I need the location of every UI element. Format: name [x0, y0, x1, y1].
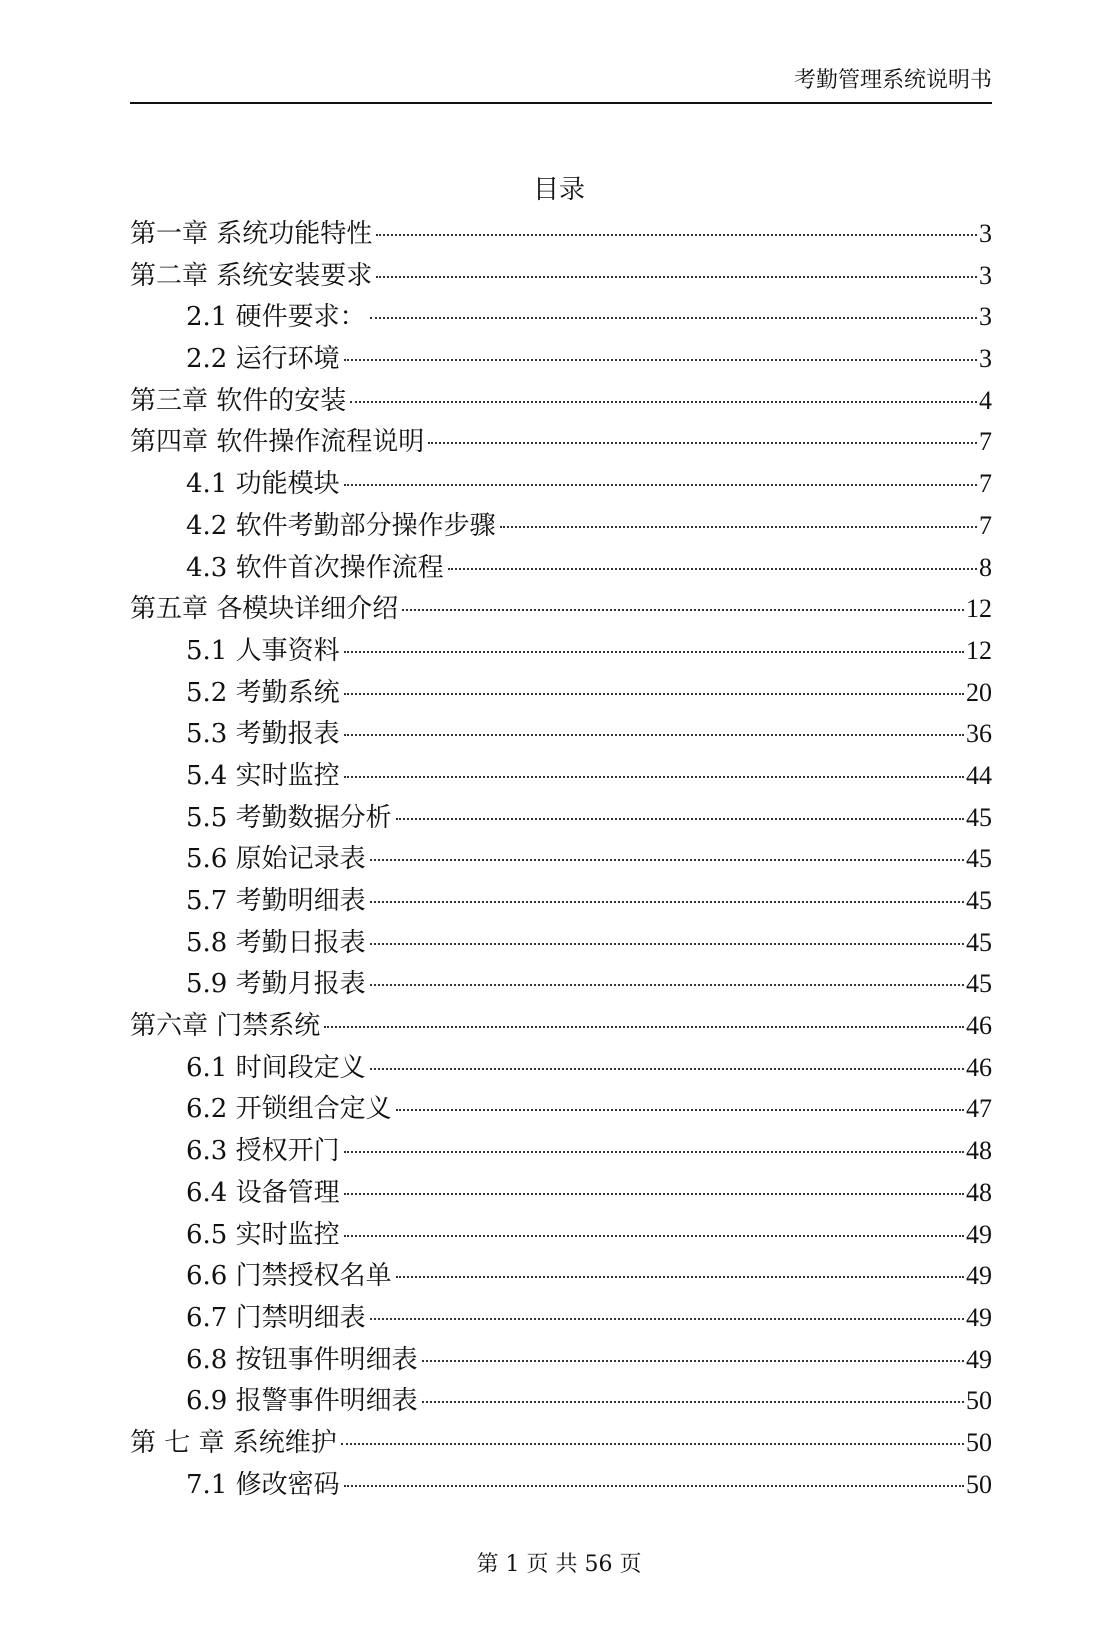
running-header: 考勤管理系统说明书: [130, 66, 992, 104]
toc-leader-dots: [422, 1360, 964, 1362]
toc-leader-dots: [344, 359, 977, 361]
toc-entry-label: 5.2 考勤系统: [186, 677, 340, 708]
toc-leader-dots: [396, 1276, 964, 1278]
toc-entry-label: 6.7 门禁明细表: [186, 1302, 366, 1333]
toc-entry-label: 6.1 时间段定义: [186, 1052, 366, 1083]
toc-entry-page: 3: [979, 219, 992, 248]
toc-entry-label: 7.1 修改密码: [186, 1469, 340, 1500]
toc-leader-dots: [350, 401, 977, 403]
toc-leader-dots: [341, 1443, 964, 1445]
toc-leader-dots: [370, 984, 964, 986]
toc-entry-page: 50: [966, 1469, 992, 1499]
toc-entry-label: 5.8 考勤日报表: [186, 927, 366, 958]
toc-leader-dots: [370, 901, 964, 903]
toc-entry[interactable]: [130, 380, 992, 422]
toc-leader-dots: [396, 1109, 964, 1111]
toc-entry-page: 8: [979, 552, 992, 582]
toc-leader-dots: [344, 776, 964, 778]
toc-entry-page: 50: [966, 1427, 992, 1457]
toc-entry-label: 4.1 功能模块: [186, 469, 340, 500]
toc-entry[interactable]: [130, 505, 992, 547]
toc-entry-page: 45: [966, 886, 992, 915]
toc-leader-dots: [344, 1485, 964, 1487]
toc-entry-label: 第 七 章 系统维护: [130, 1427, 337, 1458]
toc-entry[interactable]: [130, 713, 992, 755]
toc-leader-dots: [344, 1235, 964, 1237]
toc-entry-page: 12: [966, 635, 992, 665]
toc-leader-dots: [370, 317, 977, 319]
toc-entry-page: 45: [966, 802, 992, 832]
toc-entry-label: 5.9 考勤月报表: [186, 969, 366, 1000]
toc-entry-label: 5.7 考勤明细表: [186, 886, 366, 916]
toc-entry-page: 36: [966, 719, 992, 749]
toc-entry-label: 第三章 软件的安装: [130, 385, 347, 416]
toc-entry[interactable]: [130, 1297, 992, 1339]
toc-leader-dots: [324, 1026, 964, 1028]
toc-leader-dots: [370, 859, 964, 861]
toc-entry[interactable]: [130, 672, 992, 714]
toc-entry[interactable]: [130, 1422, 992, 1464]
toc-entry-page: 12: [966, 594, 992, 624]
toc-leader-dots: [344, 1193, 964, 1195]
toc-entry-label: 5.4 实时监控: [186, 760, 340, 791]
toc-leader-dots: [402, 609, 964, 611]
toc-entry[interactable]: [130, 1255, 992, 1297]
toc-entry-label: 6.4 设备管理: [186, 1177, 340, 1208]
toc-entry[interactable]: [130, 1214, 992, 1256]
toc-entry[interactable]: [130, 547, 992, 589]
toc-entry[interactable]: [130, 588, 992, 630]
toc-entry-label: 4.3 软件首次操作流程: [186, 552, 444, 583]
toc-entry-label: 5.3 考勤报表: [186, 719, 340, 750]
toc-entry-label: 4.2 软件考勤部分操作步骤: [186, 510, 496, 541]
toc-entry-label: 6.6 门禁授权名单: [186, 1261, 392, 1292]
toc-leader-dots: [370, 1068, 964, 1070]
toc-entry-page: 7: [979, 469, 992, 499]
toc-leader-dots: [344, 484, 977, 486]
toc-entry-label: 6.2 开锁组合定义: [186, 1094, 392, 1125]
toc-leader-dots: [344, 734, 964, 736]
toc-entry-label: 第一章 系统功能特性: [130, 219, 373, 249]
toc-leader-dots: [344, 693, 964, 695]
toc-leader-dots: [344, 1151, 964, 1153]
table-of-contents: [130, 213, 992, 1505]
toc-entry[interactable]: [130, 213, 992, 255]
toc-entry-label: 5.6 原始记录表: [186, 844, 366, 875]
toc-entry-page: 20: [966, 677, 992, 707]
toc-entry[interactable]: [130, 797, 992, 839]
toc-entry-page: 50: [966, 1386, 992, 1416]
toc-entry-page: 44: [966, 760, 992, 790]
toc-entry[interactable]: [130, 421, 992, 463]
toc-entry-page: 46: [966, 1052, 992, 1082]
toc-leader-dots: [344, 651, 964, 653]
toc-entry-page: 48: [966, 1136, 992, 1166]
toc-entry-label: 第六章 门禁系统: [130, 1011, 321, 1042]
toc-entry-label: 6.9 报警事件明细表: [186, 1386, 418, 1417]
toc-leader-dots: [396, 818, 964, 820]
toc-entry[interactable]: [130, 296, 992, 338]
toc-leader-dots: [370, 943, 964, 945]
toc-entry-page: 3: [979, 344, 992, 374]
toc-entry[interactable]: [130, 880, 992, 922]
toc-entry[interactable]: [130, 1380, 992, 1422]
toc-entry-label: 6.8 按钮事件明细表: [186, 1344, 418, 1375]
toc-entry-page: 45: [966, 844, 992, 874]
page-footer: 第 1 页 共 56 页: [476, 1552, 642, 1577]
toc-entry[interactable]: [130, 1088, 992, 1130]
toc-leader-dots: [500, 526, 977, 528]
toc-entry[interactable]: [130, 1464, 992, 1506]
toc-entry[interactable]: [130, 1130, 992, 1172]
toc-entry[interactable]: [130, 838, 992, 880]
toc-leader-dots: [370, 1318, 964, 1320]
toc-leader-dots: [376, 234, 977, 236]
toc-entry-label: 第四章 软件操作流程说明: [130, 427, 425, 458]
toc-entry-label: 5.1 人事资料: [186, 635, 340, 666]
toc-entry[interactable]: [130, 463, 992, 505]
toc-entry-label: 第五章 各模块详细介绍: [130, 594, 399, 625]
toc-leader-dots: [448, 568, 977, 570]
toc-entry-page: 47: [966, 1094, 992, 1124]
toc-entry-page: 49: [966, 1261, 992, 1291]
toc-entry-page: 46: [966, 1011, 992, 1041]
toc-entry-label: 5.5 考勤数据分析: [186, 802, 392, 833]
toc-title: 目录: [532, 175, 585, 205]
toc-entry-page: 3: [979, 260, 992, 290]
toc-entry-page: 7: [979, 427, 992, 457]
toc-leader-dots: [376, 276, 977, 278]
toc-entry[interactable]: [130, 922, 992, 964]
toc-entry-page: 7: [979, 510, 992, 540]
toc-entry-page: 49: [966, 1302, 992, 1332]
toc-entry-label: 2.1 硬件要求：: [186, 302, 366, 333]
toc-entry-label: 2.2 运行环境: [186, 344, 340, 375]
toc-entry-page: 45: [966, 969, 992, 999]
toc-entry[interactable]: [130, 755, 992, 797]
toc-entry[interactable]: [130, 338, 992, 380]
toc-entry[interactable]: [130, 963, 992, 1005]
toc-leader-dots: [422, 1401, 964, 1403]
toc-entry-label: 第二章 系统安装要求: [130, 260, 373, 291]
toc-entry[interactable]: [130, 255, 992, 297]
toc-entry-page: 4: [979, 385, 992, 415]
toc-entry-label: 6.5 实时监控: [186, 1219, 340, 1250]
toc-entry-label: 6.3 授权开门: [186, 1136, 340, 1167]
toc-entry[interactable]: [130, 1005, 992, 1047]
toc-entry-page: 3: [979, 302, 992, 332]
toc-entry-page: 45: [966, 927, 992, 957]
toc-entry-page: 49: [966, 1219, 992, 1249]
toc-entry[interactable]: [130, 1172, 992, 1214]
toc-leader-dots: [428, 442, 977, 444]
toc-entry[interactable]: [130, 1047, 992, 1089]
toc-entry-page: 49: [966, 1344, 992, 1374]
toc-entry[interactable]: [130, 630, 992, 672]
toc-entry-page: 48: [966, 1177, 992, 1207]
toc-entry[interactable]: [130, 1339, 992, 1381]
